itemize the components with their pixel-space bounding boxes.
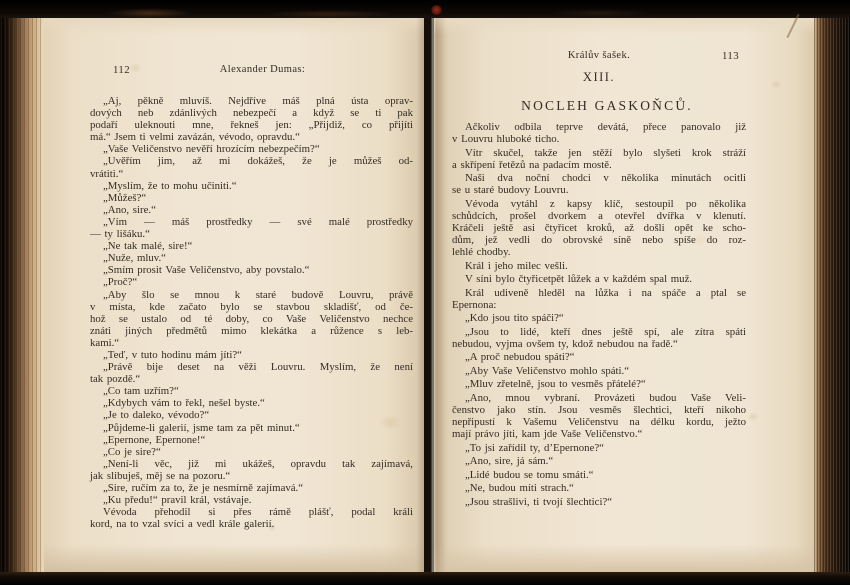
photo-dark-border-top xyxy=(0,0,850,18)
page-body-left xyxy=(90,95,413,530)
running-title-right: Králův šašek. xyxy=(567,50,631,61)
text-line: „Epernone, Epernone!“ xyxy=(103,433,206,446)
text-line: „Co tam uzřím?“ xyxy=(103,385,179,398)
paragraph xyxy=(90,180,413,192)
photo-dark-border-bottom xyxy=(0,572,850,585)
text-line: kami.“ xyxy=(90,336,120,349)
paragraph xyxy=(90,458,413,482)
paragraph xyxy=(452,198,746,258)
text-line: „Právě bije deset na věži Louvru. Myslím, že není xyxy=(103,361,413,374)
text-line: schůdcích, prošel dvorkem a otevřel dvířka v klenutí. xyxy=(452,209,746,222)
book-page-edges-left xyxy=(0,12,44,578)
text-line: V síni bylo čtyřicetpět lůžek a v každém spal muž. xyxy=(465,273,693,286)
text-line: „A proč nebudou spáti?“ xyxy=(465,351,575,364)
text-line: lehlé chodby. xyxy=(452,245,511,258)
text-line: hož se ustalo od té doby, co Vaše Veličenstvo nechce xyxy=(90,312,413,325)
text-line: „To jsi zařídil ty, d’Epernone?“ xyxy=(465,441,604,454)
text-line: dům, jež vedli do obrovské síně nebo spíše do roz- xyxy=(452,233,746,246)
paragraph xyxy=(452,287,746,311)
page-number-right: 113 xyxy=(722,50,739,62)
paragraph xyxy=(90,95,413,143)
text-line: kord, na to vzal svíci a vedl krále galerií. xyxy=(90,518,275,531)
text-line: znáti jiných předmětů mimo klekátka a růžence s leb- xyxy=(90,324,413,337)
text-line: „Není-li věc, již mi ukážeš, opravdu tak zajímavá, xyxy=(103,457,413,470)
paragraph xyxy=(452,496,746,508)
paragraph xyxy=(90,434,413,446)
text-line: „Ne tak malé, sire!“ xyxy=(103,240,193,253)
text-line: nebudou, vyjma ovšem ty, kdož nebudou na řadě.“ xyxy=(452,337,678,350)
book-page-edges-right xyxy=(814,12,850,578)
paragraph xyxy=(90,361,413,385)
text-line: — ty lišáku.“ xyxy=(90,228,150,241)
text-line: má.“ Jsem ti velmi zavázán, vévodo, opravdu.“ xyxy=(90,131,300,144)
text-line: „Půjdeme-li galerií, jsme tam za pět minut.“ xyxy=(103,421,300,434)
paragraph xyxy=(90,397,413,409)
paragraph xyxy=(452,365,746,377)
paragraph xyxy=(452,312,746,324)
text-line: „Ku předu!“ pravil král, vstávaje. xyxy=(103,494,252,507)
text-line: „Proč?“ xyxy=(103,276,138,289)
text-line: v Louvru hluboké ticho. xyxy=(452,133,560,146)
text-line: „Aj, pěkně mluvíš. Nejdříve máš plná ústa oprav- xyxy=(103,95,413,107)
text-line: „Můžeš?“ xyxy=(103,191,147,204)
paragraph xyxy=(452,147,746,171)
text-line: „Aby Vaše Veličenstvo mohlo spáti.“ xyxy=(465,364,630,377)
text-line: „Vaše Veličenstvo nevěří hrozícím nebezpečím?“ xyxy=(103,143,320,156)
text-line: „Je to daleko, vévodo?“ xyxy=(103,409,210,422)
text-line: „Uvěřím jim, až mi dokážeš, že je můžeš od- xyxy=(103,155,413,168)
paragraph xyxy=(452,351,746,363)
text-line: „Teď, v tuto hodinu mám jíti?“ xyxy=(103,348,242,361)
text-line: „Kdybych vám to řekl, nešel byste.“ xyxy=(103,397,265,410)
paragraph xyxy=(452,455,746,467)
paragraph xyxy=(452,482,746,494)
text-line: v místa, kde začato bylo se stavbou skladišť, od če- xyxy=(90,300,413,313)
text-line: „Kdo jsou tito spáči?“ xyxy=(465,312,564,325)
paragraph xyxy=(90,506,413,530)
paragraph xyxy=(90,446,413,458)
text-line: jak slibuješ, měj se na pozoru.“ xyxy=(90,469,231,482)
text-line: „Lidé budou se tomu smáti.“ xyxy=(465,468,594,481)
text-line: „Myslím, že to mohu učiniti.“ xyxy=(103,179,237,192)
text-line: „Mluv zřetelně, jsou to vesměs přátelé?“ xyxy=(465,378,646,391)
paragraph xyxy=(90,204,413,216)
paragraph xyxy=(452,121,746,145)
paragraph xyxy=(90,240,413,252)
text-line: podaří uleknouti mne, řekneš jen: „Přijdiž, co přijíti xyxy=(90,119,413,132)
paragraph xyxy=(90,422,413,434)
paragraph xyxy=(90,264,413,276)
paragraph xyxy=(90,385,413,397)
paragraph xyxy=(90,349,413,361)
paragraph xyxy=(90,192,413,204)
paragraph xyxy=(90,289,413,349)
text-line: „Sire, ručím za to, že je nesmírně zajímavá.“ xyxy=(103,482,304,494)
text-line: nepřipustí k Vašemu Veličenstvu na délku kordu, ježto xyxy=(452,416,746,429)
text-line: Král i jeho milec vešli. xyxy=(465,259,568,272)
paragraph xyxy=(452,172,746,196)
text-line: tak pozdě.“ xyxy=(90,373,141,386)
text-line: Vítr skučel, takže jen stěží bylo slyšeti krok stráží xyxy=(465,146,746,159)
paragraph xyxy=(452,392,746,440)
text-line: Vévoda vytáhl z kapsy klíč, sestoupil po několika xyxy=(465,197,746,210)
text-line: Naši dva noční chodci v několika minutách ocitli xyxy=(465,172,746,185)
text-line: „Aby šlo se mnou k staré budově Louvru, právě xyxy=(103,288,413,301)
paragraph xyxy=(90,143,413,155)
text-line: Ačkoliv odbila teprve devátá, přece panovalo již xyxy=(465,121,746,133)
page-body-right xyxy=(452,121,746,509)
page-right xyxy=(434,18,814,572)
text-line: „Jsou strašlivi, ti tvojí šlechtici?“ xyxy=(465,495,613,508)
paragraph xyxy=(90,482,413,494)
paragraph xyxy=(452,378,746,390)
paragraph xyxy=(452,442,746,454)
text-line: „Jsou to lidé, kteří dnes ještě spí, ale zítra spáti xyxy=(465,325,746,338)
text-line: se u staré budovy Louvru. xyxy=(452,184,569,197)
text-line: „Vím — máš prostředky — své malé prostředky xyxy=(103,215,413,228)
text-line: dových neb zdánlivých nebezpečí a když se ti pak xyxy=(90,107,413,120)
running-title-left: Alexander Dumas: xyxy=(219,64,306,75)
text-line: vrátiti.“ xyxy=(90,167,124,180)
chapter-title: NOCLEH GASKOŇCŮ. xyxy=(521,98,693,113)
text-line: Král udiveně hleděl na lůžka i na spáče a ptal se xyxy=(465,286,746,299)
paragraph xyxy=(90,276,413,288)
text-line: mají právo jíti, kam jde Vaše Veličenstvo.“ xyxy=(452,428,643,441)
paragraph xyxy=(452,273,746,285)
text-line: „Ne, budou míti strach.“ xyxy=(465,482,574,495)
page-left xyxy=(44,18,424,572)
paragraph xyxy=(90,155,413,179)
paragraph xyxy=(452,326,746,350)
chapter-number: XIII. xyxy=(582,70,616,84)
text-line: „Nuže, mluv.“ xyxy=(103,252,166,265)
text-line: Kráčeli ještě asi čtyřicet kroků, až došli opět ke scho- xyxy=(452,221,746,234)
text-line: čenstvo jako stín. Jsou vesměs šlechtici, kteří nikoho xyxy=(452,404,746,417)
paragraph xyxy=(90,252,413,264)
paragraph xyxy=(90,494,413,506)
text-line: Vévoda přehodil si přes rámě plášť, podal králi xyxy=(103,506,413,519)
paragraph xyxy=(90,409,413,421)
text-line: „Ano, mnou vybraní. Provázeti budou Vaše Veli- xyxy=(465,391,746,404)
text-line: „Ano, sire.“ xyxy=(103,203,156,216)
page-header-left xyxy=(90,64,413,78)
page-header-right xyxy=(452,50,746,64)
paragraph xyxy=(452,260,746,272)
text-line: a skřípení řetězů na padacím mostě. xyxy=(452,158,612,171)
text-line: Epernona: xyxy=(452,298,497,311)
text-line: „Ano, sire, já sám.“ xyxy=(465,455,554,468)
paragraph xyxy=(90,216,413,240)
text-line: „Smím prosit Vaše Veličenstvo, aby povstalo.“ xyxy=(103,264,310,277)
text-line: „Co je sire?“ xyxy=(103,445,161,458)
page-number-left: 112 xyxy=(113,64,130,76)
red-ink-mark xyxy=(431,5,442,15)
paragraph xyxy=(452,469,746,481)
